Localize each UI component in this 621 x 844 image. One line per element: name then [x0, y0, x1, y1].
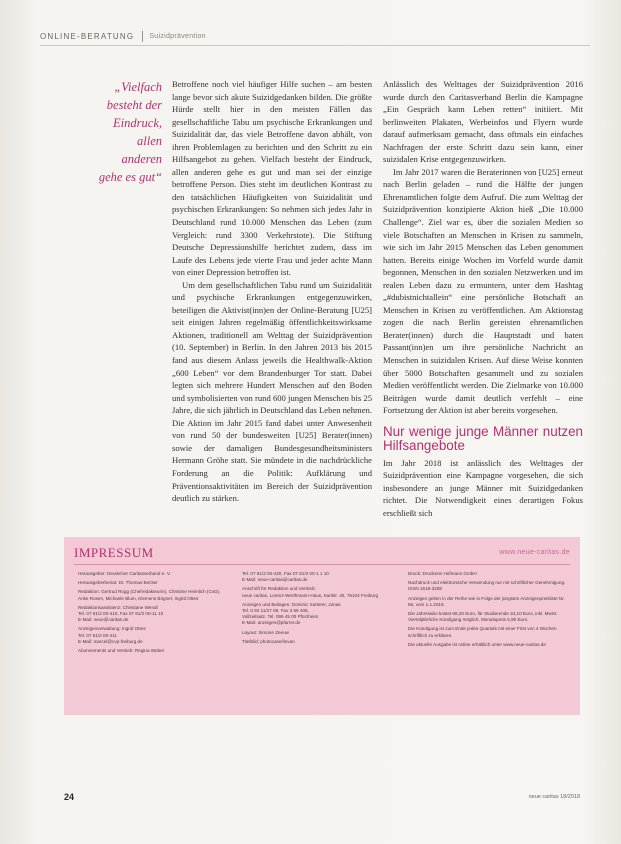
impressum-column-1 — [78, 571, 228, 654]
header-rule — [40, 45, 590, 46]
impressum-line: E-Mail: neue-caritas@caritas.de — [242, 577, 308, 583]
impressum-line: Tel. 07 61/2 00-411 — [78, 632, 117, 638]
paragraph: Um dem gesellschaftlichen Tabu rund um Suizidalität und psychische Erkrankungen entgegenzuwirken, beteiligen die Aktivist(inn)en der Online-Beratung [U25] seit einigen Jahren regelmäßig öffentlichkeitswirksame Aktionen, traditionell am Welttag der Suizidprävention (10. September) in Berlin. In den Jahren 2013 bis 2015 fand aus diesem Anlass jeweils die Healthwalk-Aktion „600 Leben“ vor dem Brandenburger Tor statt. Dabei legten sich mehrere Hundert Menschen auf den Boden und symbolisierten von rund 600 jungen Menschen bis 25 Jahre, die sich jährlich in Deutschland das Leben nehmen. Die Aktion im Jahr 2015 fand dabei unter Anwesenheit von rund 50 der bundesweiten [U25] Berater(innen) sowie der damaligen Bundesgesundheitsministers Hermann Gröhe statt. Sie mündete in die nachdrückliche Forderung an die Politik: Aufklärung und Präventionsaktivitäten im Bereich der Suizidprävention deutlich zu stärken. — [172, 279, 372, 504]
impressum-line: Abonnements und Vertrieb: Regina Weber — [78, 648, 165, 654]
impressum-line: Anzeigenverwaltung: Ingrid Ottes — [78, 626, 146, 632]
paragraph: Im Jahr 2017 waren die Beraterinnen von [U25] erneut nach Berlin geladen – rund die Hälfte der jungen Ehrenamtlichen folgte dem Aufruf. Die zum Welttag der Suizidprävention konzipierte Aktion hieß „Die 10.000 Challenge“. Ziel war es, über die sozialen Medien so viele Botschaften an Menschen in Krisen zu sammeln, wie sich im Jahr 2015 Menschen das Leben genommen hatten. Bereits einige Wochen im Vorfeld wurde damit begonnen, Menschen in den sozialen Netzwerken und im realen Leben dazu zu ermuntern, unter dem Hashtag „#dubistnichtallein“ eine persönliche Botschaft an Menschen in Krisen zu veröffentlichen. Am Aktionstag zogen die nach Berlin gereisten ehrenamtlichen Berater(innen) durch die Hauptstadt und baten Passant(inn)en um ihre persönliche Nachricht an Menschen in suizidalen Krisen. Auf diese Weise konnten über 5000 Botschaften gesammelt und zu sozialen Medien veröffentlicht werden. Die Zielmarke von 10.000 Beiträgen wurde damit deutlich verfehlt – eine Fortsetzung der Aktion ist aber bereits vorgesehen. — [383, 166, 583, 416]
impressum-header — [74, 545, 570, 565]
impressum-line: Herausgeberbeirat: Dr. Thomas Becker — [78, 580, 158, 586]
impressum-url: www.neue-caritas.de — [499, 549, 570, 556]
impressum-line: Anschrift für Redaktion und Vertrieb: — [242, 586, 316, 592]
impressum-line: E-Mail: neue@caritas.de — [78, 617, 129, 623]
impressum-line: Redaktionsassistenz: Christiane Wendt — [78, 604, 158, 610]
impressum-line: Die aktuelle Ausgabe ist online erhältlich unter www.neue-caritas.de — [408, 641, 546, 647]
impressum-line: Vollzeitsatz, Tel. 099 45 00 Pforzheim — [242, 614, 319, 620]
paragraph: Anlässlich des Welttages der Suizidprävention 2016 wurde durch den Caritasverband Berlin die Kampagne „Ein Gespräch kann Leben retten“ initiiert. Mit berlinweiten Plakaten, Werbeinfos und Flyern wurde darauf aufmerksam gemacht, dass oftmals ein einfaches Nachfragen der erste Schritt dazu sein kann, einer suizidalen Krise entgegenzuwirken. — [383, 79, 583, 165]
impressum-line: Titelbild: photocase/linvan — [242, 638, 295, 644]
pull-quote: „Vielfach besteht der Eindruck, allen anderen gehe es gut“ — [98, 80, 162, 184]
impressum-line: Layout: Simone Zeeuw — [242, 629, 289, 635]
article-column-2 — [383, 78, 583, 520]
impressum-line: Tel. 07 61/2 00-420, Fax 07 61/2 00-1 1 10 — [242, 571, 329, 576]
impressum-line: Redaktion: Gertrud Rogg (Chefredakteurin), Christine Heimlich (CvD), Anke Rosen, Michaele Blum, Klemens Bögner, Ingrid Ottes — [78, 589, 221, 601]
section-title: ONLINE-BERATUNG — [40, 31, 135, 41]
paragraph: Im Jahr 2018 ist anlässlich des Welttages der Suizidprävention eine Kampagne vorgesehen, die sich insbesondere an junge Männer mit Suizidgedanken richtet. Die Notwendigkeit eines derartigen Fokus erschließt sich — [383, 457, 583, 518]
impressum-column-2 — [242, 571, 392, 645]
issue-label: neue caritas 18/2018 — [528, 794, 580, 800]
impressum-line: Tel. 07 61/2 00-410, Fax 07 61/2 00-11 10 — [78, 611, 164, 617]
impressum-line: Anzeigen und Beilagen: Dominic Sutterer, Jonas — [242, 601, 341, 607]
impressum-line: neue caritas, Lorenz-Werthmann-Haus, Karlstr. 40, 79104 Freiburg — [242, 592, 379, 598]
impressum-rule — [74, 564, 570, 565]
article-column-1 — [172, 78, 372, 505]
section-subtitle: Suizidprävention — [149, 32, 206, 40]
impressum-line: E-Mail: anzeigen@pfarrer.de — [242, 620, 301, 626]
impressum-box — [64, 537, 580, 715]
impressum-title: IMPRESSUM — [74, 545, 154, 560]
impressum-line: Druck: Druckerei Hofmann GmbH — [408, 571, 477, 576]
impressum-line: Herausgeber: Deutscher Caritasverband e. V. — [78, 571, 171, 576]
impressum-column-3 — [408, 571, 568, 648]
impressum-line: Die Kündigung ist zum Ende jedes Quartals mit einer Frist von 4 Wochen schriftlich zu erklären. — [408, 626, 557, 638]
impressum-line: E-Mail: marcel@cvp-freiburg.de — [78, 638, 143, 644]
subheading: Nur wenige junge Männer nutzen Hilfsangebote — [383, 423, 583, 453]
running-header — [40, 28, 590, 44]
impressum-line: Nachdruck und elektronische Verwendung nur mit schriftlicher Genehmigung. ISSN 1618-3258 — [408, 580, 566, 592]
page-footer — [64, 792, 580, 806]
impressum-line: Anzeigen gelten in der Reihe wie in Folge der jüngsten Anzeigenpreisliste Nr. 56, vom 1.1.2018. — [408, 595, 565, 607]
page-number: 24 — [64, 792, 75, 802]
impressum-line: Tel. 0 84 11/27 69, Fax 3 69 408, — [242, 608, 309, 614]
paragraph: Betroffene noch viel häufiger Hilfe suchen – am besten lange bevor sich akute Suizidgedanken bilden. Die größte Hürde stellt hier in den meisten Fällen das gesellschaftliche Tabu um psychische Erkrankungen und Suizidalität dar, das viele Betroffene davon abhält, von ihren Problemlagen zu berichten und den Schritt zu ein Hilfsangebot zu gehen. Vielfach besteht der Eindruck, allen anderen gehe es gut und man sei der einzige betroffene Person. Dies steht im deutlichen Kontrast zu den tatsächlichen Häufigkeiten von Suizidalität und psychischen Erkrankungen: So nehmen sich jedes Jahr in Deutschland rund 10.000 Menschen das Leben (zum Vergleich: rund 3300 Verkehrstote). Die Stiftung Deutsche Depressionshilfe berichtet zudem, dass im Laufe des Lebens jede vierte Frau und jeder achte Mann von einer Depression betroffen ist. — [172, 79, 372, 278]
impressum-line: Die Jahresabo kostet 68,20 Euro, für Studierende 34,10 Euro, inkl. MwSt. Vierteljährliche Kündigung möglich, Monatspreis 5,90 Euro. — [408, 611, 558, 623]
